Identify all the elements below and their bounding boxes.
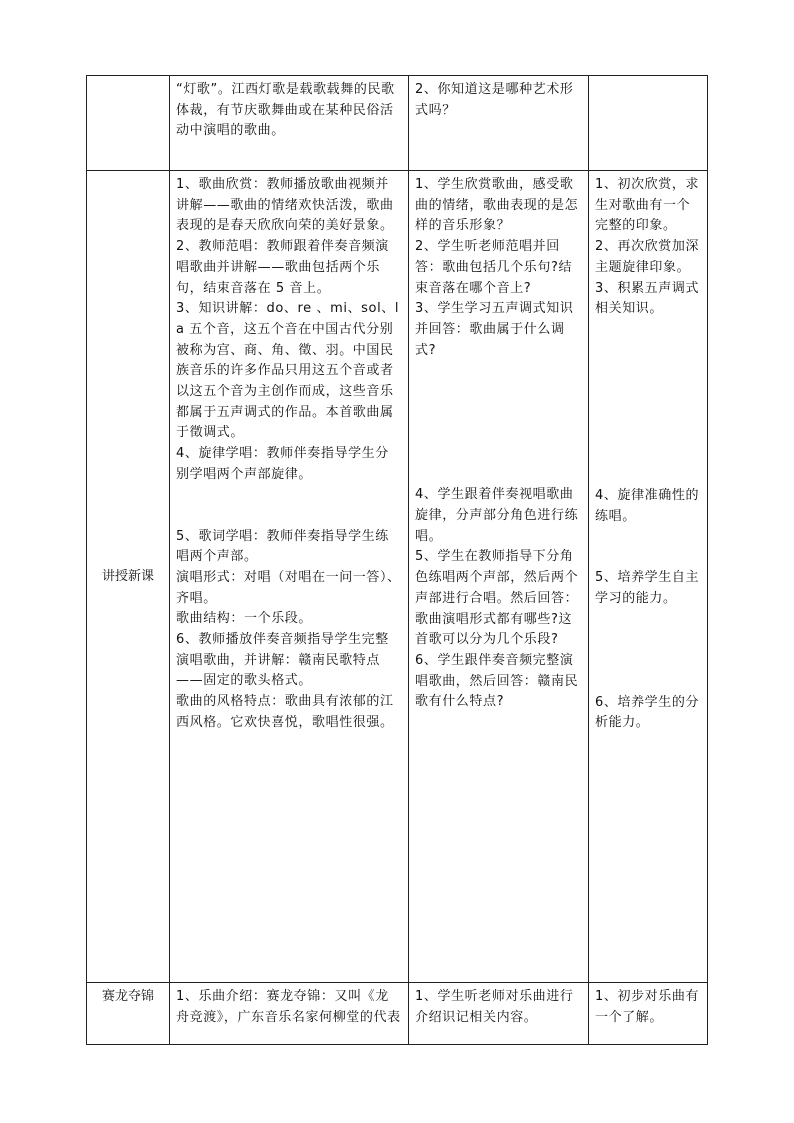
- teacher-text: 6、教师播放伴奏音频指导学生完整演唱歌曲，并讲解：赣南民歌特点——固定的歌头格式。: [176, 632, 389, 689]
- student-text: 5、学生在教师指导下分角色练唱两个声部，然后两个声部进行合唱。然后回答：歌曲演唱形式都有哪些?这首歌可以分为几个乐段?: [415, 549, 579, 648]
- student-activity-cell: [409, 983, 589, 1045]
- goal-cell: [589, 171, 708, 983]
- teacher-text: 演唱形式：对唱（对唱在一问一答）、齐唱。: [176, 569, 401, 606]
- goal-cell: [589, 76, 708, 171]
- goal-text: 6、培养学生的分析能力。: [595, 694, 700, 731]
- student-text: 6、学生跟伴奏音频完整演唱歌曲，然后回答：赣南民歌有什么特点?: [415, 652, 579, 710]
- student-text: 3、学生学习五声调式知识并回答：歌曲属于什么调式?: [415, 301, 574, 358]
- goal-text: 5、培养学生自主学习的能力。: [595, 570, 700, 607]
- student-activity-cell: [409, 171, 589, 983]
- stage-label: 赛龙夺锦: [101, 989, 154, 1004]
- teacher-text: “灯歌”。江西灯歌是载歌载舞的民歌体裁，有节庆歌舞曲或在某种民俗活动中演唱的歌曲。: [176, 82, 395, 139]
- teacher-text: 5、歌词学唱：教师伴奏指导学生练唱两个声部。: [176, 528, 389, 565]
- goal-text: 4、旋律准确性的练唱。: [595, 487, 700, 524]
- student-text: 2、你知道这是哪种艺术形式吗？: [415, 82, 574, 118]
- teacher-activity-cell: [170, 76, 409, 171]
- teacher-text: 1、乐曲介绍：赛龙夺锦：又叫《龙舟竞渡》，广东音乐名家何柳堂的代表: [176, 989, 401, 1025]
- teacher-text: 2、教师范唱：教师跟着伴奏音频演唱歌曲并讲解——歌曲包括两个乐句，结束音落在 5 音上。: [176, 239, 389, 296]
- teacher-text: 歌曲结构：一个乐段。: [176, 611, 313, 627]
- table-row: [87, 983, 708, 1045]
- stage-label: 讲授新课: [101, 568, 154, 584]
- goal-text: 2、再次欣赏加深主题旋律印象。: [595, 239, 700, 275]
- student-text: 4、学生跟着伴奏视唱歌曲旋律，分声部分角色进行练唱。: [415, 487, 579, 544]
- teacher-text: 3、知识讲解：do、re 、mi、sol、la 五个音，这五个音在中国古代分别被称为宫、商、角、徵、羽。中国民族音乐的许多作品只用这五个音或者以这五个音为主创作而成，这些音乐都属于五声调式的作品。本首歌曲属于徵调式。: [176, 301, 400, 441]
- teacher-text: 4、旋律学唱：教师伴奏指导学生分别学唱两个声部旋律。: [176, 446, 389, 482]
- goal-text: 1、初步对乐曲有一个了解。: [595, 989, 700, 1025]
- teacher-text: 歌曲的风格特点：歌曲具有浓郁的江西风格。它欢快喜悦，歌唱性很强。: [176, 694, 394, 730]
- table-row: [87, 76, 708, 171]
- teacher-activity-cell: [170, 983, 409, 1045]
- student-text: 1、学生听老师对乐曲进行介绍识记相关内容。: [415, 989, 574, 1025]
- lesson-plan-table: [86, 75, 708, 1045]
- goal-text: 3、积累五声调式相关知识。: [595, 280, 700, 317]
- table-row: [87, 171, 708, 983]
- teacher-text: 1、歌曲欣赏：教师播放歌曲视频并讲解——歌曲的情绪欢快活泼，歌曲表现的是春天欣欣向荣的美好景象。: [176, 177, 394, 234]
- goal-cell: [589, 983, 708, 1045]
- stage-cell: [87, 76, 170, 171]
- stage-cell: [87, 171, 170, 983]
- teacher-activity-cell: [170, 171, 409, 983]
- student-activity-cell: [409, 76, 589, 171]
- student-text: 2、学生听老师范唱并回答：歌曲包括几个乐句?结束音落在哪个音上?: [415, 239, 573, 296]
- stage-cell: [87, 983, 170, 1045]
- goal-text: 1、初次欣赏，求生对歌曲有一个完整的印象。: [595, 177, 700, 234]
- student-text: 1、学生欣赏歌曲，感受歌曲的情绪，歌曲表现的是怎样的音乐形象？: [415, 177, 579, 234]
